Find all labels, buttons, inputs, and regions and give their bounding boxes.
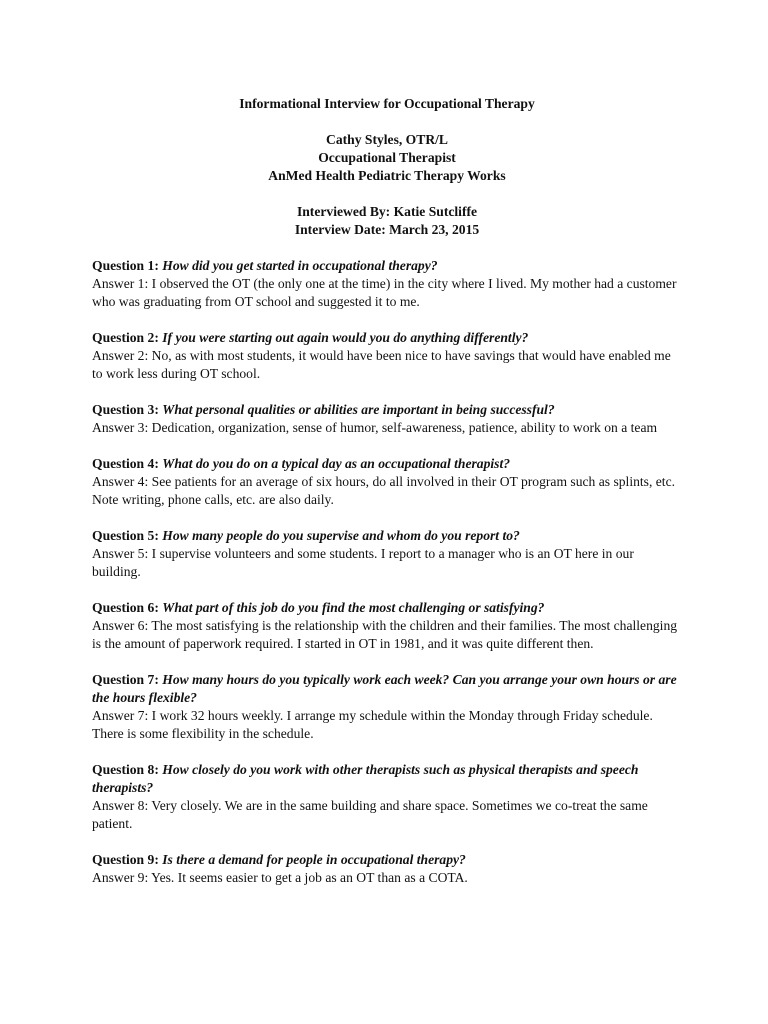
question-line: [92, 455, 682, 473]
interview-date-line: Interview Date: March 23, 2015: [294, 222, 480, 237]
question-line: [92, 851, 682, 869]
question-line: [92, 401, 682, 419]
answer-text: Answer 5: I supervise volunteers and some students. I report to a manager who is an OT here in our building.: [92, 546, 634, 579]
question-text: What personal qualities or abilities are important in being successful?: [162, 402, 555, 417]
qa-item: [92, 761, 682, 833]
question-label: Question 3:: [92, 402, 159, 417]
qa-item: [92, 851, 682, 887]
interviewee-organization: AnMed Health Pediatric Therapy Works: [268, 168, 506, 183]
qa-item: [92, 671, 682, 743]
interviewer-line: Interviewed By: Katie Sutcliffe: [296, 204, 478, 219]
question-label: Question 1:: [92, 258, 159, 273]
qa-item: [92, 527, 682, 581]
question-text: Is there a demand for people in occupational therapy?: [162, 852, 466, 867]
answer-text: Answer 7: I work 32 hours weekly. I arrange my schedule within the Monday through Friday schedule. There is some flexibility in the schedule.: [92, 708, 653, 741]
question-text: How many people do you supervise and whom do you report to?: [162, 528, 520, 543]
question-line: [92, 527, 682, 545]
question-label: Question 8:: [92, 762, 159, 777]
answer-text: Answer 1: I observed the OT (the only one at the time) in the city where I lived. My mother had a customer who was graduating from OT school and suggested it to me.: [92, 276, 677, 309]
interview-info-block: [92, 203, 682, 239]
answer-text: Answer 8: Very closely. We are in the same building and share space. Sometimes we co-treat the same patient.: [92, 798, 648, 831]
answer-text: Answer 2: No, as with most students, it would have been nice to have savings that would have enabled me to work less during OT school.: [92, 348, 671, 381]
answer-text: Answer 6: The most satisfying is the relationship with the children and their families. The most challenging is the amount of paperwork required. I started in OT in 1981, and it was quite different then.: [92, 618, 678, 651]
answer-text: Answer 3: Dedication, organization, sense of humor, self-awareness, patience, ability to work on a team: [92, 420, 658, 435]
document-title: Informational Interview for Occupational Therapy: [239, 96, 535, 111]
question-label: Question 4:: [92, 456, 159, 471]
qa-item: [92, 599, 682, 653]
question-label: Question 7:: [92, 672, 159, 687]
question-line: [92, 257, 682, 275]
qa-item: [92, 401, 682, 437]
question-text: What do you do on a typical day as an occupational therapist?: [162, 456, 511, 471]
question-text: How many hours do you typically work each week? Can you arrange your own hours or are the hours flexible?: [92, 672, 677, 705]
question-label: Question 5:: [92, 528, 159, 543]
question-line: [92, 329, 682, 347]
qa-item: [92, 257, 682, 311]
answer-text: Answer 4: See patients for an average of six hours, do all involved in their OT program such as splints, etc. Note writing, phone calls, etc. are also daily.: [92, 474, 676, 507]
interviewee-block: [92, 131, 682, 185]
qa-item: [92, 455, 682, 509]
question-text: If you were starting out again would you do anything differently?: [162, 330, 529, 345]
answer-text: Answer 9: Yes. It seems easier to get a job as an OT than as a COTA.: [92, 870, 468, 885]
question-label: Question 6:: [92, 600, 159, 615]
question-line: [92, 671, 682, 707]
document-page: [92, 0, 682, 905]
interviewee-role: Occupational Therapist: [318, 150, 456, 165]
question-label: Question 2:: [92, 330, 159, 345]
question-text: How closely do you work with other therapists such as physical therapists and speech therapists?: [92, 762, 639, 795]
interviewee-name: Cathy Styles, OTR/L: [326, 132, 448, 147]
question-label: Question 9:: [92, 852, 159, 867]
question-text: How did you get started in occupational therapy?: [162, 258, 438, 273]
question-text: What part of this job do you find the most challenging or satisfying?: [162, 600, 545, 615]
question-line: [92, 599, 682, 617]
qa-item: [92, 329, 682, 383]
question-line: [92, 761, 682, 797]
qa-list: [92, 257, 682, 887]
